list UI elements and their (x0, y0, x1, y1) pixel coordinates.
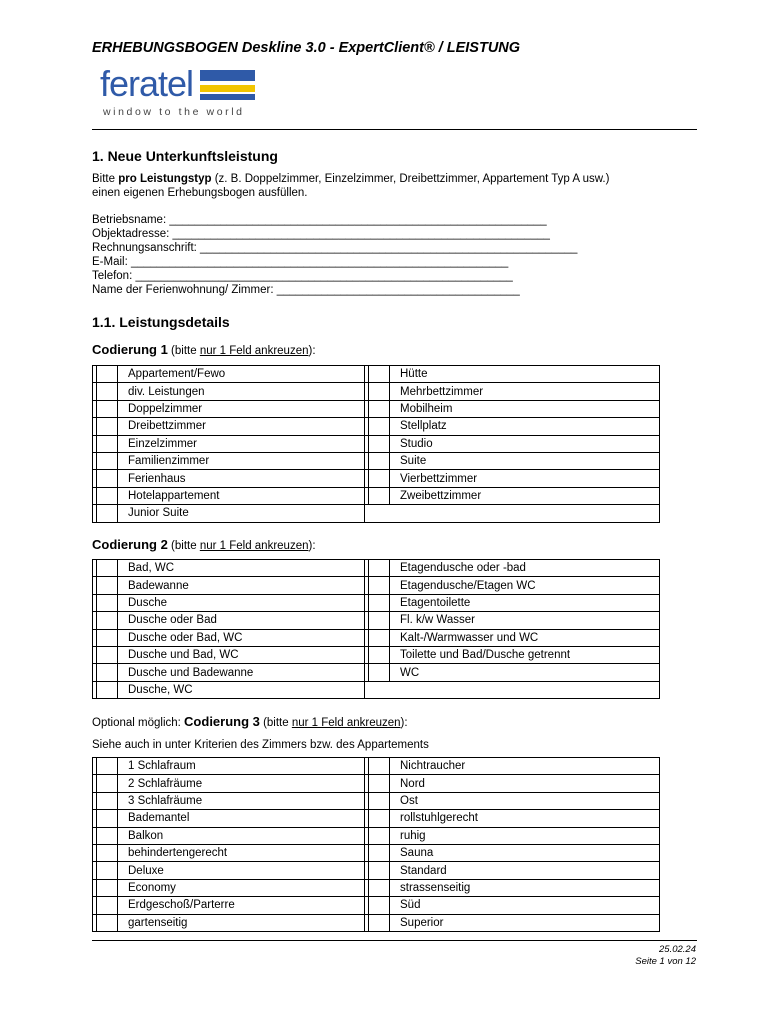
checkbox-cell[interactable] (369, 792, 390, 809)
checkbox-cell[interactable] (97, 897, 118, 914)
coding1-title (92, 342, 316, 357)
intro-paragraph (92, 172, 609, 200)
option-label: Sauna (390, 844, 660, 861)
checkbox-cell[interactable] (369, 400, 390, 417)
checkbox-cell[interactable] (369, 487, 390, 504)
logo-wordmark: feratel (100, 63, 194, 104)
checkbox-cell[interactable] (97, 844, 118, 861)
table-row (93, 612, 660, 629)
option-label: Mobilheim (390, 400, 660, 417)
option-label: Badewanne (118, 577, 365, 594)
option-label: Ost (390, 792, 660, 809)
checkbox-cell[interactable] (97, 487, 118, 504)
checkbox-cell[interactable] (97, 418, 118, 435)
empty-cell (365, 505, 660, 522)
checkbox-cell[interactable] (369, 914, 390, 931)
coding3-prefix: Optional möglich: (92, 717, 185, 729)
option-label: behindertengerecht (118, 844, 365, 861)
option-label: Dreibettzimmer (118, 418, 365, 435)
footer-divider (92, 940, 697, 941)
intro-text-line2: einen eigenen Erhebungsbogen ausfüllen. (92, 187, 308, 199)
checkbox-cell[interactable] (97, 505, 118, 522)
table-row (93, 452, 660, 469)
checkbox-cell[interactable] (97, 879, 118, 896)
checkbox-cell[interactable] (97, 452, 118, 469)
checkbox-cell[interactable] (97, 366, 118, 383)
checkbox-cell[interactable] (369, 664, 390, 681)
coding1-note-post: ): (308, 345, 316, 357)
option-label: Dusche oder Bad, WC (118, 629, 365, 646)
table-row (93, 844, 660, 861)
option-label: Etagendusche/Etagen WC (390, 577, 660, 594)
table-row (93, 594, 660, 611)
table-row (93, 792, 660, 809)
checkbox-cell[interactable] (369, 452, 390, 469)
option-label: gartenseitig (118, 914, 365, 931)
option-label: Economy (118, 879, 365, 896)
option-label: Stellplatz (390, 418, 660, 435)
coding1-label: Codierung 1 (92, 342, 168, 357)
table-row (93, 435, 660, 452)
option-label: WC (390, 664, 660, 681)
option-label: Dusche oder Bad (118, 612, 365, 629)
option-label: Etagendusche oder -bad (390, 560, 660, 577)
option-label: 2 Schlafräume (118, 775, 365, 792)
coding3-title (92, 714, 408, 729)
option-label: Standard (390, 862, 660, 879)
table-row (93, 505, 660, 522)
section-heading-1-1: 1.1. Leistungsdetails (92, 314, 230, 330)
checkbox-cell[interactable] (97, 400, 118, 417)
checkbox-cell[interactable] (369, 577, 390, 594)
checkbox-cell[interactable] (97, 914, 118, 931)
table-row (93, 577, 660, 594)
coding2-note-post: ): (308, 540, 316, 552)
option-label: Dusche (118, 594, 365, 611)
option-label: 1 Schlafraum (118, 758, 365, 775)
checkbox-cell[interactable] (369, 594, 390, 611)
checkbox-cell[interactable] (97, 470, 118, 487)
coding1-table (92, 365, 660, 523)
checkbox-cell[interactable] (97, 629, 118, 646)
option-label: Einzelzimmer (118, 435, 365, 452)
table-row (93, 418, 660, 435)
option-label: Junior Suite (118, 505, 365, 522)
checkbox-cell[interactable] (369, 897, 390, 914)
checkbox-cell[interactable] (97, 577, 118, 594)
checkbox-cell[interactable] (97, 646, 118, 663)
table-row (93, 629, 660, 646)
table-row (93, 681, 660, 698)
table-row (93, 560, 660, 577)
checkbox-cell[interactable] (97, 383, 118, 400)
option-label: Deluxe (118, 862, 365, 879)
checkbox-cell[interactable] (97, 775, 118, 792)
option-label: Studio (390, 435, 660, 452)
checkbox-cell[interactable] (97, 435, 118, 452)
option-label: Superior (390, 914, 660, 931)
checkbox-cell[interactable] (369, 629, 390, 646)
coding3-table (92, 757, 660, 932)
table-row (93, 879, 660, 896)
checkbox-cell[interactable] (369, 435, 390, 452)
checkbox-cell[interactable] (97, 612, 118, 629)
option-label: Suite (390, 452, 660, 469)
checkbox-cell[interactable] (97, 594, 118, 611)
table-row (93, 487, 660, 504)
checkbox-cell[interactable] (97, 810, 118, 827)
intro-text: Bitte (92, 173, 119, 185)
option-label: Mehrbettzimmer (390, 383, 660, 400)
coding3-label: Codierung 3 (184, 714, 260, 729)
option-label: Erdgeschoß/Parterre (118, 897, 365, 914)
table-row (93, 914, 660, 931)
checkbox-cell[interactable] (369, 366, 390, 383)
coding3-note-underlined: nur 1 Feld ankreuzen (291, 717, 401, 729)
option-label: Süd (390, 897, 660, 914)
coding1-note-underlined: nur 1 Feld ankreuzen (199, 345, 309, 357)
table-row (93, 810, 660, 827)
option-label: Fl. k/w Wasser (390, 612, 660, 629)
option-label: Dusche, WC (118, 681, 365, 698)
table-row (93, 383, 660, 400)
intro-bold-text: pro Leistungstyp (118, 173, 212, 185)
coding1-note-pre: (bitte (167, 345, 200, 357)
document-title: ERHEBUNGSBOGEN Deskline 3.0 - ExpertClient® / LEISTUNG (92, 40, 521, 56)
checkbox-cell[interactable] (97, 862, 118, 879)
option-label: Hütte (390, 366, 660, 383)
option-label: Hotelappartement (118, 487, 365, 504)
option-label: Kalt-/Warmwasser und WC (390, 629, 660, 646)
checkbox-cell[interactable] (369, 418, 390, 435)
option-label: strassenseitig (390, 879, 660, 896)
table-row (93, 758, 660, 775)
option-label: Vierbettzimmer (390, 470, 660, 487)
option-label: Ferienhaus (118, 470, 365, 487)
checkbox-cell[interactable] (369, 383, 390, 400)
option-label: Appartement/Fewo (118, 366, 365, 383)
checkbox-cell[interactable] (97, 758, 118, 775)
field-objektadresse[interactable]: Objektadresse: ___________________________________________________________ (92, 228, 550, 240)
table-row (93, 827, 660, 844)
coding2-title (92, 537, 316, 552)
coding2-label: Codierung 2 (92, 537, 168, 552)
field-email[interactable]: E-Mail: ___________________________________________________________ (92, 256, 509, 268)
field-rechnungsanschrift[interactable]: Rechnungsanschrift: ___________________________________________________________ (92, 242, 578, 254)
footer-page-number: Seite 1 von 12 (635, 956, 696, 967)
coding3-subnote: Siehe auch in unter Kriterien des Zimmers bzw. des Appartements (92, 739, 429, 751)
checkbox-cell[interactable] (97, 792, 118, 809)
checkbox-cell[interactable] (369, 470, 390, 487)
checkbox-cell[interactable] (369, 827, 390, 844)
table-row (93, 400, 660, 417)
field-ferienwohnung-name[interactable]: Name der Ferienwohnung/ Zimmer: ______________________________________ (92, 284, 520, 296)
checkbox-cell[interactable] (369, 810, 390, 827)
checkbox-cell[interactable] (369, 862, 390, 879)
option-label: Dusche und Bad, WC (118, 646, 365, 663)
table-row (93, 775, 660, 792)
checkbox-cell[interactable] (97, 681, 118, 698)
checkbox-cell[interactable] (97, 664, 118, 681)
field-telefon[interactable]: Telefon: ___________________________________________________________ (92, 270, 513, 282)
option-label: Doppelzimmer (118, 400, 365, 417)
table-row (93, 646, 660, 663)
option-label: Bademantel (118, 810, 365, 827)
option-label: Dusche und Badewanne (118, 664, 365, 681)
option-label: 3 Schlafräume (118, 792, 365, 809)
checkbox-cell[interactable] (97, 560, 118, 577)
feratel-logo (100, 63, 260, 122)
field-betriebsname[interactable]: Betriebsname: ___________________________________________________________ (92, 214, 547, 226)
option-label: rollstuhlgerecht (390, 810, 660, 827)
empty-cell (365, 681, 660, 698)
table-row (93, 664, 660, 681)
intro-text-cont: (z. B. Doppelzimmer, Einzelzimmer, Dreibettzimmer, Appartement Typ A usw.) (211, 173, 610, 185)
coding2-note-underlined: nur 1 Feld ankreuzen (199, 540, 309, 552)
footer-date: 25.02.24 (659, 944, 696, 955)
option-label: ruhig (390, 827, 660, 844)
option-label: Familienzimmer (118, 452, 365, 469)
table-row (93, 862, 660, 879)
checkbox-cell[interactable] (369, 560, 390, 577)
option-label: Zweibettzimmer (390, 487, 660, 504)
header-divider (92, 129, 697, 130)
coding3-note-post: ): (400, 717, 408, 729)
checkbox-cell[interactable] (369, 775, 390, 792)
table-row (93, 470, 660, 487)
checkbox-cell[interactable] (97, 827, 118, 844)
option-label: Toilette und Bad/Dusche getrennt (390, 646, 660, 663)
option-label: Bad, WC (118, 560, 365, 577)
option-label: Etagentoilette (390, 594, 660, 611)
checkbox-cell[interactable] (369, 612, 390, 629)
option-label: div. Leistungen (118, 383, 365, 400)
coding3-note-pre: (bitte (259, 717, 292, 729)
option-label: Nichtraucher (390, 758, 660, 775)
logo-tagline: window to the world (103, 106, 245, 118)
checkbox-cell[interactable] (369, 758, 390, 775)
table-row (93, 897, 660, 914)
table-row (93, 366, 660, 383)
coding2-note-pre: (bitte (167, 540, 200, 552)
checkbox-cell[interactable] (369, 879, 390, 896)
logo-flag-icon (200, 70, 255, 100)
checkbox-cell[interactable] (369, 646, 390, 663)
checkbox-cell[interactable] (369, 844, 390, 861)
option-label: Nord (390, 775, 660, 792)
coding2-table (92, 559, 660, 699)
option-label: Balkon (118, 827, 365, 844)
section-heading-1: 1. Neue Unterkunftsleistung (92, 148, 278, 164)
